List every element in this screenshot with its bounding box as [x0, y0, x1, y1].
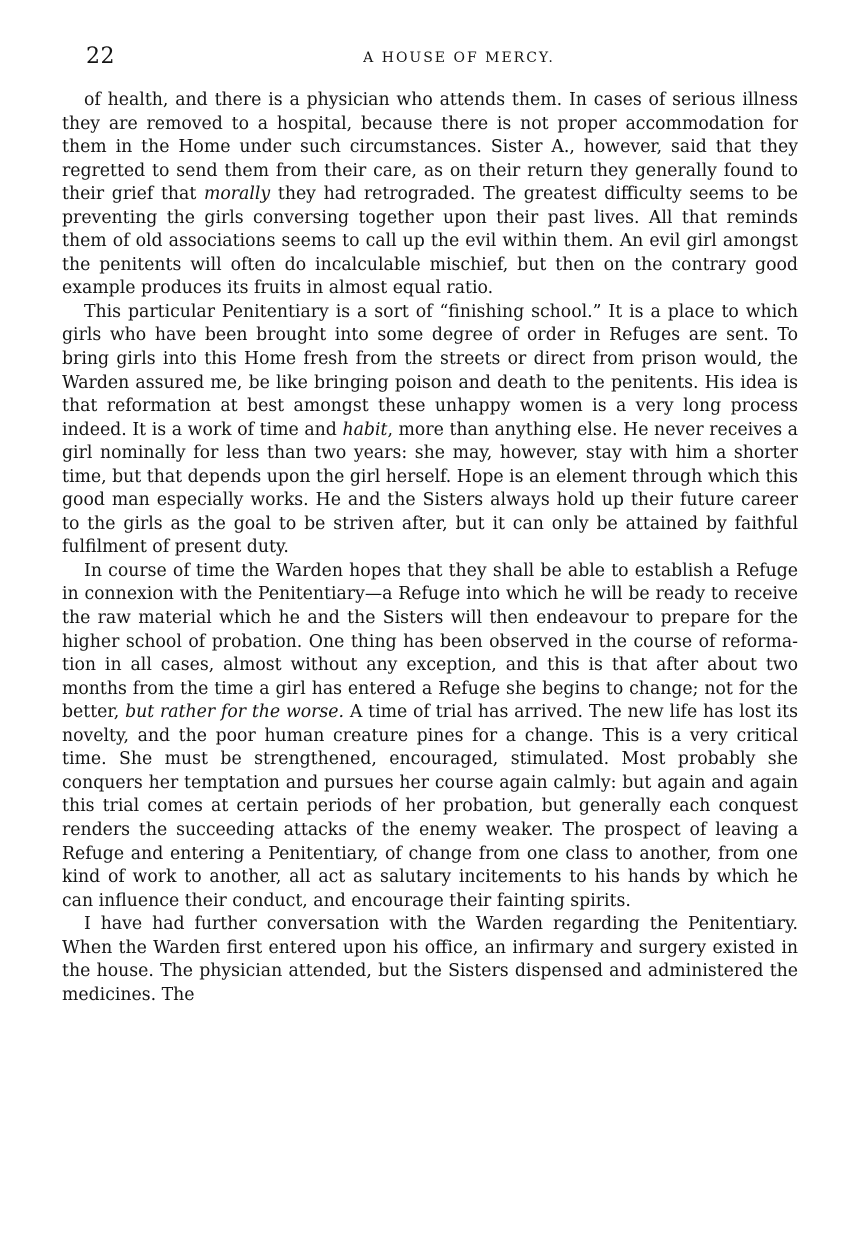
italic-text-run: but rather for the worse. — [125, 702, 345, 723]
running-title: A HOUSE OF MERCY. — [363, 50, 555, 66]
text-run: This particular Penitentiary is a sort of “finishing school.” It is a place to which girls who have been brought into some degree of order in Refuges are sent. To bring girls into this Home fresh from the streets or direct from prison would, the Warden assured me, be like bringing poison and death to the penitents. His idea is that reformation at best amongst these unhappy women is a very long process indeed. It is a work of time and — [62, 301, 798, 440]
text-run: A time of trial has arrived. The new life has lost its novelty, and the poor human creature pines for a change. This is a very critical time. She must be strengthened, encouraged, stimulated. Most probably she conquers her temptation and pursues her course again calmly: but again and again this trial comes at certain periods of her probation, but generally each conquest renders the succeeding attacks of the enemy weaker. The prospect of leaving a Refuge and entering a Penitentiary, of change from one class to another, from one kind of work to another, all act as salutary incitements to his hands by which he can influence their conduct, and encourage their fainting spirits. — [62, 702, 798, 911]
italic-text-run: habit — [342, 419, 388, 440]
text-run: they had retrograded. The greatest difficulty seems to be preventing the girls conversing together upon their past lives. All that reminds them of old associations seems to call up the evil within them. An evil girl amongst the penitents will often do incalculable mischief, but then on the contrary good example produces its fruits in almost equal ratio. — [62, 184, 798, 299]
paragraph — [62, 301, 798, 560]
paragraph — [62, 560, 798, 913]
text-run: In course of time the Warden hopes that they shall be able to establish a Refuge in connexion with the Penitentiary—a Refuge into which he will be ready to receive the raw material which he and the Sisters will then endeavour to prepare for the higher school of probation. One thing has been observed in the course of reformation in all cases, almost without any exception, and this is that after about two months from the time a girl has entered a Refuge she begins to change; not for the better, — [62, 560, 798, 723]
text-run: I have had further conversation with the Warden regarding the Penitentiary. When the Warden first entered upon his office, an infirmary and surgery existed in the house. The physician attended, but the Sisters dispensed and administered the medicines. The — [62, 914, 798, 1005]
text-run: of health, and there is a physician who attends them. In cases of serious illness they are removed to a hospital, because there is not proper accommodation for them in the Home under such circumstances. Sister A., however, said that they regretted to send them from their care, as on their return they generally found to their grief that — [62, 90, 798, 205]
body-text — [62, 89, 798, 1007]
italic-text-run: morally — [204, 184, 271, 205]
paragraph — [62, 913, 798, 1007]
page-header — [86, 44, 792, 76]
paragraph — [62, 89, 798, 301]
text-run: , more than anything else. He never receives a girl nominally for less than two years: she may, however, stay with him a shorter time, but that depends upon the girl herself. Hope is an element through which this good man especially works. He and the Sisters always hold up their future career to the girls as the goal to be striven after, but it can only be attained by faithful fulfilment of present duty. — [62, 419, 798, 558]
page-number: 22 — [86, 44, 115, 69]
